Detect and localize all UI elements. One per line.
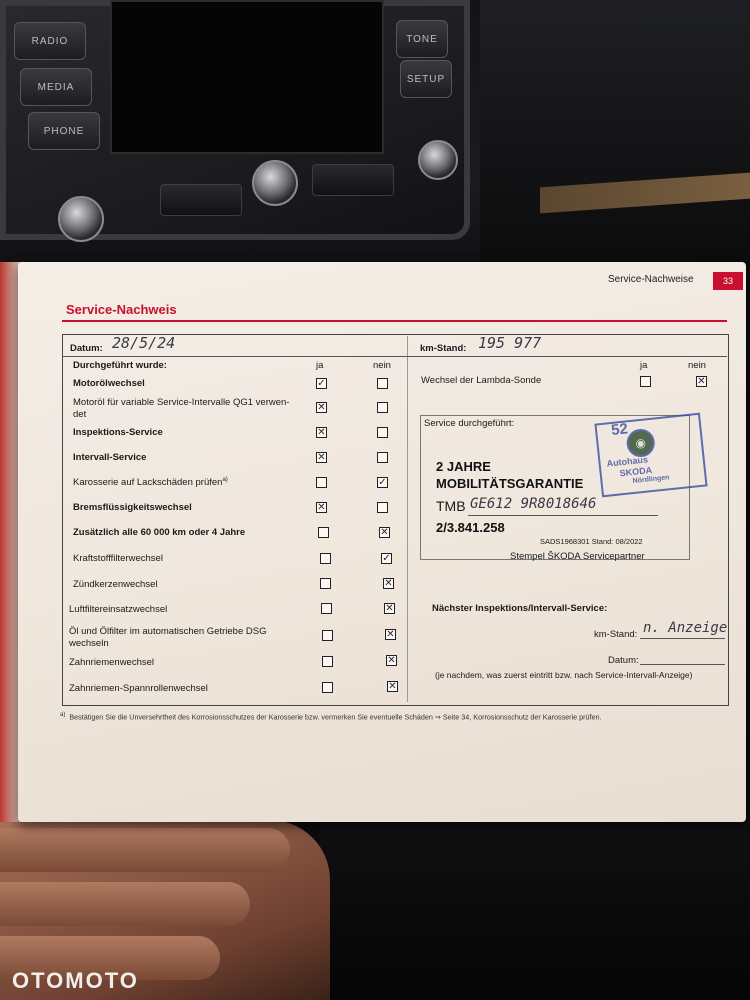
right-slot — [312, 164, 394, 196]
item-label-continued: det — [73, 409, 87, 420]
otomoto-watermark: OTOMOTO — [12, 968, 139, 993]
service-label: Service durchgeführt: — [424, 418, 515, 429]
vin-rule — [468, 515, 658, 516]
stamp-line: Autohaus — [606, 454, 649, 469]
item-label-continued: wechseln — [69, 638, 109, 649]
ja-checkbox[interactable]: ✕ — [317, 502, 326, 513]
nein-checkbox[interactable]: ✕ — [385, 603, 394, 614]
setup-button: SETUP — [400, 60, 452, 98]
ja-checkbox[interactable] — [316, 477, 327, 488]
finger — [0, 882, 250, 926]
next-km-label: km-Stand: — [594, 629, 638, 640]
stamp-line: SKODA — [619, 464, 653, 479]
page-header: Service-Nachweise — [608, 274, 694, 285]
footnote-marker: a) — [60, 712, 66, 718]
nein-checkbox[interactable]: ✓ — [378, 477, 387, 488]
km-value: 195 977 — [478, 334, 542, 352]
ja-checkbox[interactable] — [318, 527, 329, 538]
item-label: Intervall-Service — [73, 452, 147, 463]
next-note: (je nachdem, was zuerst eintritt bzw. nach Service-Intervall-Anzeige) — [435, 670, 693, 680]
header-rule — [62, 356, 727, 357]
datum-value: 28/5/24 — [112, 334, 176, 352]
media-button: MEDIA — [20, 68, 92, 106]
radio-screen — [110, 0, 384, 154]
next-service-label: Nächster Inspektions/Intervall-Service: — [432, 603, 608, 614]
item-label: Öl und Ölfilter im automatischen Getriebe DSG — [69, 626, 267, 637]
next-km-value: n. Anzeige — [643, 620, 728, 636]
nein-checkbox[interactable] — [377, 427, 388, 438]
ja-header-right: ja — [640, 360, 648, 371]
nein-checkbox[interactable] — [377, 378, 388, 389]
tuning-knob — [252, 160, 298, 206]
km-label: km-Stand: — [420, 343, 467, 354]
radio-button: RADIO — [14, 22, 86, 60]
ja-checkbox[interactable]: ✓ — [317, 378, 326, 389]
guarantee-number: 2/3.841.258 — [436, 520, 505, 535]
item-label — [73, 477, 228, 488]
ja-checkbox[interactable] — [322, 682, 333, 693]
nein-header-right: nein — [688, 360, 706, 371]
nein-checkbox[interactable]: ✕ — [386, 629, 395, 640]
guarantee-line-2: MOBILITÄTSGARANTIE — [436, 476, 584, 491]
next-km-rule — [640, 638, 725, 639]
nein-checkbox[interactable]: ✕ — [387, 655, 396, 666]
stamp-line: Nördlingen — [632, 474, 670, 486]
title-rule — [62, 320, 727, 322]
item-label: Zahnriemenwechsel — [69, 657, 155, 668]
ja-checkbox[interactable] — [322, 630, 333, 641]
item-label: Zusätzlich alle 60 000 km oder 4 Jahre — [73, 527, 246, 538]
dealer-stamp — [594, 413, 707, 498]
nein-checkbox[interactable] — [377, 502, 388, 513]
item-label: Luftfiltereinsatzwechsel — [69, 604, 168, 615]
dashboard-right-panel — [480, 0, 750, 270]
lambda-ja-checkbox[interactable] — [640, 376, 651, 387]
stempel-label: Stempel ŠKODA Servicepartner — [510, 551, 645, 562]
left-slot — [160, 184, 242, 216]
vin-prefix: TMB — [436, 498, 466, 514]
page-title: Service-Nachweis — [66, 302, 177, 317]
nein-checkbox[interactable]: ✓ — [382, 553, 391, 564]
nein-checkbox[interactable] — [377, 452, 388, 463]
nein-checkbox[interactable]: ✕ — [380, 527, 389, 538]
ja-checkbox[interactable] — [320, 553, 331, 564]
ja-checkbox[interactable]: ✕ — [317, 427, 326, 438]
footnote — [60, 712, 602, 721]
performed-label: Durchgeführt wurde: — [73, 360, 167, 371]
tone-button: TONE — [396, 20, 448, 58]
item-label: Motorölwechsel — [73, 378, 145, 389]
next-datum-label: Datum: — [608, 655, 639, 666]
nein-checkbox[interactable]: ✕ — [384, 578, 393, 589]
item-label-text: Karosserie auf Lackschäden prüfen — [73, 477, 223, 489]
ja-checkbox[interactable] — [321, 603, 332, 614]
ja-checkbox[interactable]: ✕ — [317, 452, 326, 463]
lambda-nein-checkbox[interactable]: ✕ — [697, 376, 706, 387]
car-interior-bottom — [320, 820, 750, 1000]
footnote-ref: a) — [222, 477, 228, 483]
ja-checkbox[interactable] — [322, 656, 333, 667]
form-code: SADS1968301 Stand: 08/2022 — [540, 537, 643, 546]
nein-checkbox[interactable]: ✕ — [388, 681, 397, 692]
radio-unit — [0, 0, 470, 240]
stamp-number: 52 — [610, 420, 629, 439]
guarantee-line-1: 2 JAHRE — [436, 459, 491, 474]
lambda-label: Wechsel der Lambda-Sonde — [421, 375, 542, 386]
item-label: Kraftstofffilterwechsel — [73, 553, 163, 564]
item-label: Motoröl für variable Service-Intervalle QG1 verwen- — [73, 397, 290, 408]
page-number: 33 — [713, 272, 743, 290]
ja-header: ja — [316, 360, 324, 371]
finger — [0, 828, 290, 872]
phone-button: PHONE — [28, 112, 100, 150]
item-label: Inspektions-Service — [73, 427, 163, 438]
ja-checkbox[interactable] — [320, 578, 331, 589]
item-label: Zahnriemen-Spannrollenwechsel — [69, 683, 208, 694]
nein-checkbox[interactable] — [377, 402, 388, 413]
form-divider — [407, 336, 408, 702]
item-label: Zündkerzenwechsel — [73, 579, 158, 590]
nein-header: nein — [373, 360, 391, 371]
skoda-logo-icon: ◉ — [625, 428, 656, 459]
next-datum-rule — [640, 664, 725, 665]
datum-label: Datum: — [70, 343, 103, 354]
footnote-text: Bestätigen Sie die Unversehrtheit des Korrosionsschutzes der Karosserie bzw. vermerken Sie eventuelle Schäden ⇒ Seite 34, Korrosionsschutz der Karosserie prüfen. — [69, 712, 602, 722]
ja-checkbox[interactable]: ✕ — [317, 402, 326, 413]
volume-knob — [58, 196, 104, 242]
vin-handwritten: GE612 9R8018646 — [470, 496, 597, 512]
car-dashboard — [0, 0, 750, 300]
right-knob — [418, 140, 458, 180]
item-label: Bremsflüssigkeitswechsel — [73, 502, 192, 513]
